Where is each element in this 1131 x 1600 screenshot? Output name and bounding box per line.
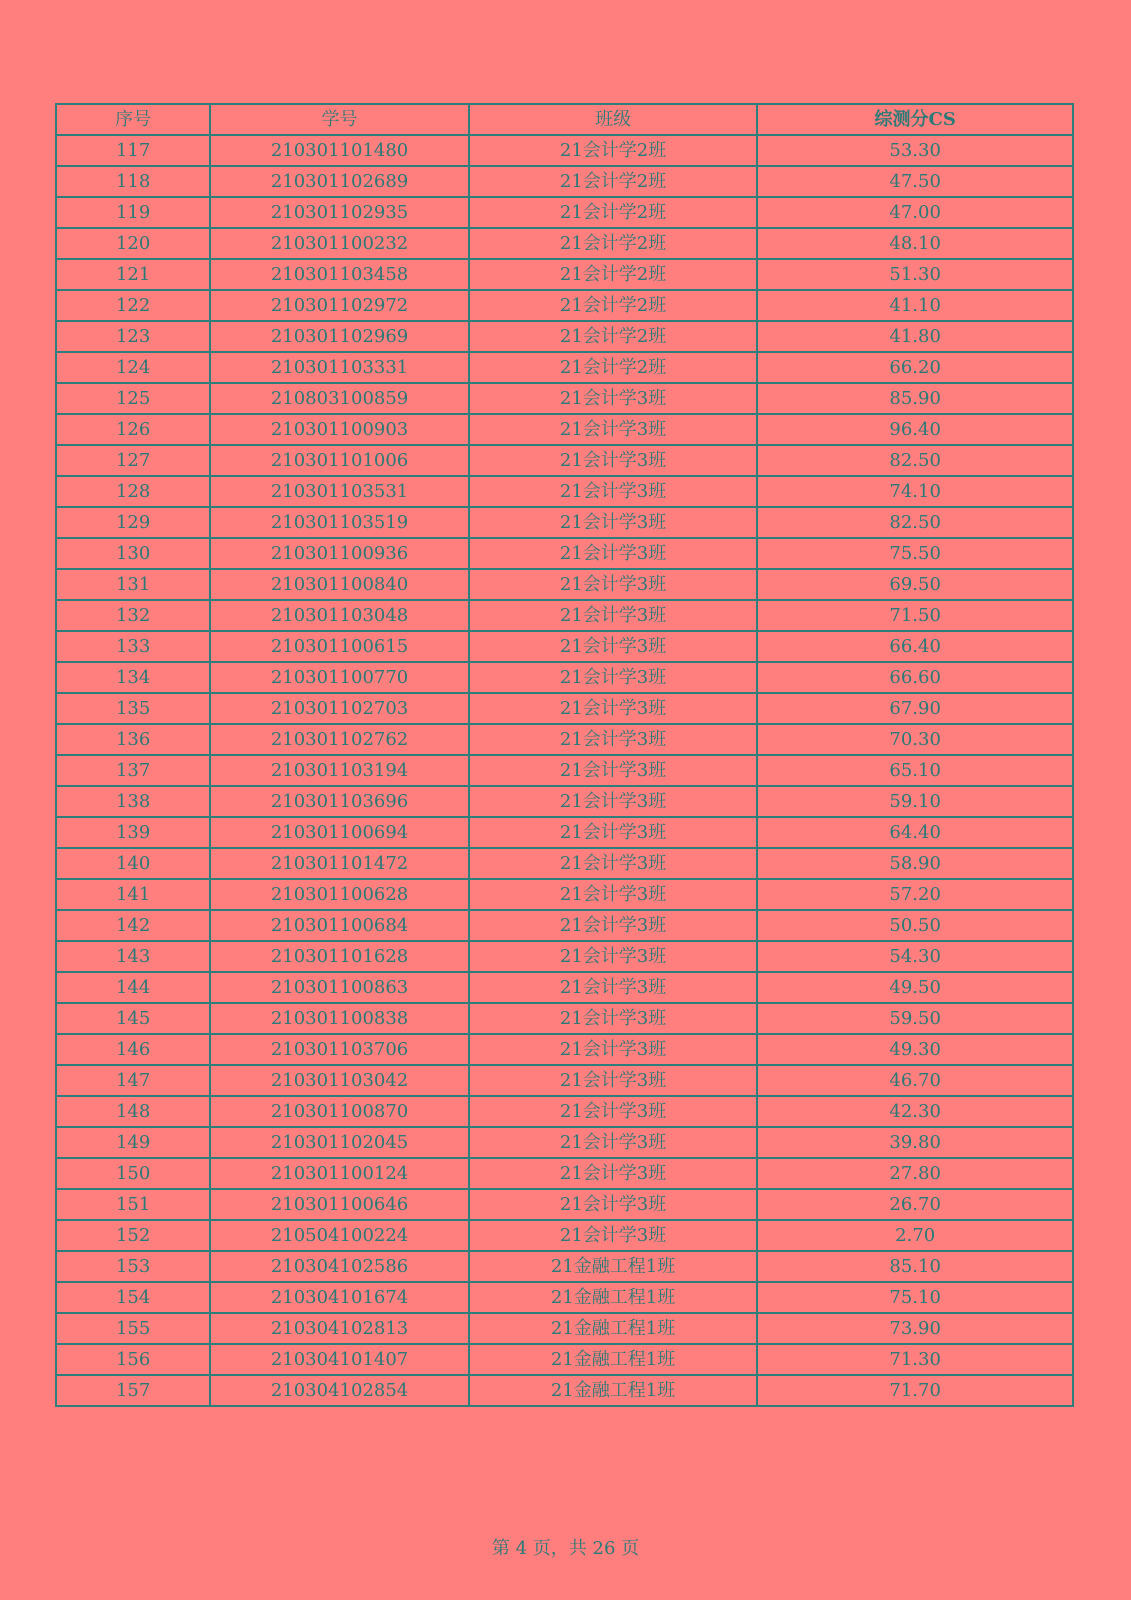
cell-class: 21金融工程1班 (469, 1375, 758, 1406)
cell-score: 47.50 (757, 166, 1073, 197)
cell-seq: 138 (56, 786, 210, 817)
cell-student-id: 210803100859 (210, 383, 469, 414)
cell-student-id: 210301101480 (210, 135, 469, 166)
table-row (56, 259, 1073, 290)
table-row (56, 538, 1073, 569)
page-footer: 第 4 页，共 26 页 (491, 1538, 640, 1559)
cell-class: 21会计学3班 (469, 786, 758, 817)
cell-seq: 130 (56, 538, 210, 569)
cell-student-id: 210301103531 (210, 476, 469, 507)
cell-student-id: 210301102762 (210, 724, 469, 755)
cell-student-id: 210301103458 (210, 259, 469, 290)
table-row (56, 1189, 1073, 1220)
cell-class: 21会计学3班 (469, 879, 758, 910)
cell-class: 21会计学2班 (469, 228, 758, 259)
table-row (56, 445, 1073, 476)
cell-student-id: 210301100628 (210, 879, 469, 910)
cell-seq: 128 (56, 476, 210, 507)
cell-class: 21会计学3班 (469, 383, 758, 414)
cell-seq: 136 (56, 724, 210, 755)
cell-student-id: 210304102854 (210, 1375, 469, 1406)
cell-score: 47.00 (757, 197, 1073, 228)
cell-student-id: 210301103042 (210, 1065, 469, 1096)
cell-score: 82.50 (757, 445, 1073, 476)
cell-student-id: 210301100838 (210, 1003, 469, 1034)
cell-score: 50.50 (757, 910, 1073, 941)
cell-score: 66.40 (757, 631, 1073, 662)
cell-seq: 142 (56, 910, 210, 941)
cell-student-id: 210301100840 (210, 569, 469, 600)
cell-student-id: 210301102703 (210, 693, 469, 724)
cell-class: 21会计学2班 (469, 290, 758, 321)
cell-score: 54.30 (757, 941, 1073, 972)
cell-score: 64.40 (757, 817, 1073, 848)
table-row (56, 600, 1073, 631)
table-row (56, 569, 1073, 600)
table-row (56, 197, 1073, 228)
table-row (56, 321, 1073, 352)
cell-seq: 148 (56, 1096, 210, 1127)
cell-class: 21会计学3班 (469, 724, 758, 755)
cell-seq: 121 (56, 259, 210, 290)
cell-class: 21会计学3班 (469, 600, 758, 631)
cell-seq: 134 (56, 662, 210, 693)
cell-score: 75.50 (757, 538, 1073, 569)
cell-seq: 144 (56, 972, 210, 1003)
header-class: 班级 (469, 104, 758, 135)
cell-seq: 133 (56, 631, 210, 662)
cell-student-id: 210301103331 (210, 352, 469, 383)
header-row (56, 104, 1073, 135)
cell-class: 21会计学3班 (469, 755, 758, 786)
cell-seq: 132 (56, 600, 210, 631)
cell-score: 59.10 (757, 786, 1073, 817)
table-row (56, 817, 1073, 848)
cell-student-id: 210301100770 (210, 662, 469, 693)
cell-class: 21会计学2班 (469, 259, 758, 290)
cell-score: 66.20 (757, 352, 1073, 383)
table-row (56, 352, 1073, 383)
cell-seq: 141 (56, 879, 210, 910)
cell-class: 21会计学3班 (469, 476, 758, 507)
table-row (56, 972, 1073, 1003)
table-row (56, 1251, 1073, 1282)
cell-class: 21会计学2班 (469, 197, 758, 228)
cell-class: 21会计学3班 (469, 941, 758, 972)
cell-seq: 127 (56, 445, 210, 476)
cell-score: 57.20 (757, 879, 1073, 910)
cell-student-id: 210301100936 (210, 538, 469, 569)
cell-seq: 156 (56, 1344, 210, 1375)
cell-student-id: 210301102935 (210, 197, 469, 228)
cell-class: 21会计学3班 (469, 972, 758, 1003)
cell-student-id: 210304102586 (210, 1251, 469, 1282)
cell-student-id: 210301102689 (210, 166, 469, 197)
cell-seq: 154 (56, 1282, 210, 1313)
cell-student-id: 210301101628 (210, 941, 469, 972)
cell-score: 67.90 (757, 693, 1073, 724)
cell-seq: 119 (56, 197, 210, 228)
table-body (56, 135, 1073, 1406)
cell-score: 42.30 (757, 1096, 1073, 1127)
cell-student-id: 210301100124 (210, 1158, 469, 1189)
cell-score: 49.30 (757, 1034, 1073, 1065)
cell-seq: 143 (56, 941, 210, 972)
table-row (56, 507, 1073, 538)
cell-score: 49.50 (757, 972, 1073, 1003)
cell-student-id: 210504100224 (210, 1220, 469, 1251)
table-row (56, 724, 1073, 755)
cell-seq: 151 (56, 1189, 210, 1220)
cell-student-id: 210304101674 (210, 1282, 469, 1313)
table-row (56, 1096, 1073, 1127)
table-row (56, 848, 1073, 879)
cell-class: 21会计学3班 (469, 569, 758, 600)
cell-score: 27.80 (757, 1158, 1073, 1189)
cell-seq: 131 (56, 569, 210, 600)
table-row (56, 414, 1073, 445)
cell-score: 39.80 (757, 1127, 1073, 1158)
cell-score: 82.50 (757, 507, 1073, 538)
table-row (56, 1127, 1073, 1158)
cell-score: 26.70 (757, 1189, 1073, 1220)
cell-class: 21会计学3班 (469, 910, 758, 941)
table-row (56, 1375, 1073, 1406)
table-row (56, 166, 1073, 197)
cell-class: 21会计学3班 (469, 662, 758, 693)
cell-class: 21金融工程1班 (469, 1282, 758, 1313)
cell-score: 41.10 (757, 290, 1073, 321)
table-row (56, 1220, 1073, 1251)
cell-class: 21会计学3班 (469, 445, 758, 476)
table-row (56, 662, 1073, 693)
cell-score: 65.10 (757, 755, 1073, 786)
cell-student-id: 210301100646 (210, 1189, 469, 1220)
cell-student-id: 210304102813 (210, 1313, 469, 1344)
cell-student-id: 210301102045 (210, 1127, 469, 1158)
cell-student-id: 210301102972 (210, 290, 469, 321)
cell-class: 21会计学3班 (469, 1003, 758, 1034)
cell-student-id: 210301100870 (210, 1096, 469, 1127)
cell-class: 21会计学3班 (469, 1158, 758, 1189)
table-row (56, 1065, 1073, 1096)
cell-student-id: 210301101472 (210, 848, 469, 879)
cell-score: 74.10 (757, 476, 1073, 507)
cell-seq: 137 (56, 755, 210, 786)
table-row (56, 476, 1073, 507)
cell-seq: 152 (56, 1220, 210, 1251)
table-row (56, 135, 1073, 166)
table-row (56, 1003, 1073, 1034)
cell-seq: 146 (56, 1034, 210, 1065)
cell-seq: 118 (56, 166, 210, 197)
cell-score: 53.30 (757, 135, 1073, 166)
cell-class: 21会计学3班 (469, 538, 758, 569)
cell-class: 21金融工程1班 (469, 1313, 758, 1344)
cell-seq: 117 (56, 135, 210, 166)
table-row (56, 1344, 1073, 1375)
cell-score: 71.50 (757, 600, 1073, 631)
cell-score: 71.30 (757, 1344, 1073, 1375)
cell-seq: 129 (56, 507, 210, 538)
cell-score: 58.90 (757, 848, 1073, 879)
cell-score: 71.70 (757, 1375, 1073, 1406)
cell-score: 51.30 (757, 259, 1073, 290)
header-student-id: 学号 (210, 104, 469, 135)
table-row (56, 631, 1073, 662)
table-row (56, 1282, 1073, 1313)
cell-class: 21会计学3班 (469, 1034, 758, 1065)
cell-score: 85.10 (757, 1251, 1073, 1282)
header-score: 综测分CS (757, 104, 1073, 135)
cell-score: 2.70 (757, 1220, 1073, 1251)
table-row (56, 786, 1073, 817)
cell-seq: 123 (56, 321, 210, 352)
cell-class: 21会计学2班 (469, 166, 758, 197)
cell-class: 21会计学3班 (469, 1096, 758, 1127)
cell-student-id: 210301100694 (210, 817, 469, 848)
cell-seq: 155 (56, 1313, 210, 1344)
cell-seq: 122 (56, 290, 210, 321)
cell-student-id: 210301103696 (210, 786, 469, 817)
cell-score: 73.90 (757, 1313, 1073, 1344)
cell-student-id: 210301103706 (210, 1034, 469, 1065)
cell-score: 75.10 (757, 1282, 1073, 1313)
cell-score: 59.50 (757, 1003, 1073, 1034)
cell-student-id: 210301100232 (210, 228, 469, 259)
table-row (56, 1158, 1073, 1189)
table-row (56, 879, 1073, 910)
cell-student-id: 210301103519 (210, 507, 469, 538)
cell-student-id: 210301100903 (210, 414, 469, 445)
header-seq: 序号 (56, 104, 210, 135)
cell-student-id: 210301100615 (210, 631, 469, 662)
cell-score: 46.70 (757, 1065, 1073, 1096)
cell-student-id: 210301100863 (210, 972, 469, 1003)
cell-score: 66.60 (757, 662, 1073, 693)
cell-class: 21会计学2班 (469, 352, 758, 383)
table-row (56, 910, 1073, 941)
cell-seq: 139 (56, 817, 210, 848)
cell-class: 21会计学3班 (469, 817, 758, 848)
cell-student-id: 210304101407 (210, 1344, 469, 1375)
table-row (56, 290, 1073, 321)
cell-seq: 120 (56, 228, 210, 259)
cell-class: 21会计学3班 (469, 1127, 758, 1158)
cell-class: 21会计学3班 (469, 1065, 758, 1096)
cell-seq: 145 (56, 1003, 210, 1034)
cell-class: 21会计学3班 (469, 631, 758, 662)
cell-student-id: 210301103194 (210, 755, 469, 786)
cell-class: 21会计学3班 (469, 414, 758, 445)
cell-class: 21金融工程1班 (469, 1344, 758, 1375)
cell-seq: 149 (56, 1127, 210, 1158)
cell-score: 41.80 (757, 321, 1073, 352)
table-row (56, 755, 1073, 786)
table-row (56, 383, 1073, 414)
cell-seq: 135 (56, 693, 210, 724)
table-row (56, 1034, 1073, 1065)
cell-seq: 150 (56, 1158, 210, 1189)
cell-student-id: 210301100684 (210, 910, 469, 941)
table-row (56, 941, 1073, 972)
cell-class: 21金融工程1班 (469, 1251, 758, 1282)
cell-seq: 157 (56, 1375, 210, 1406)
cell-student-id: 210301101006 (210, 445, 469, 476)
cell-class: 21会计学3班 (469, 848, 758, 879)
cell-seq: 140 (56, 848, 210, 879)
cell-class: 21会计学3班 (469, 507, 758, 538)
score-table (55, 103, 1074, 1407)
cell-class: 21会计学2班 (469, 321, 758, 352)
cell-score: 85.90 (757, 383, 1073, 414)
cell-class: 21会计学2班 (469, 135, 758, 166)
cell-score: 69.50 (757, 569, 1073, 600)
cell-seq: 124 (56, 352, 210, 383)
cell-student-id: 210301103048 (210, 600, 469, 631)
cell-class: 21会计学3班 (469, 693, 758, 724)
cell-score: 70.30 (757, 724, 1073, 755)
cell-student-id: 210301102969 (210, 321, 469, 352)
table-row (56, 693, 1073, 724)
cell-class: 21会计学3班 (469, 1220, 758, 1251)
cell-seq: 153 (56, 1251, 210, 1282)
table-row (56, 1313, 1073, 1344)
cell-class: 21会计学3班 (469, 1189, 758, 1220)
cell-seq: 125 (56, 383, 210, 414)
table-row (56, 228, 1073, 259)
cell-seq: 147 (56, 1065, 210, 1096)
cell-seq: 126 (56, 414, 210, 445)
cell-score: 48.10 (757, 228, 1073, 259)
cell-score: 96.40 (757, 414, 1073, 445)
